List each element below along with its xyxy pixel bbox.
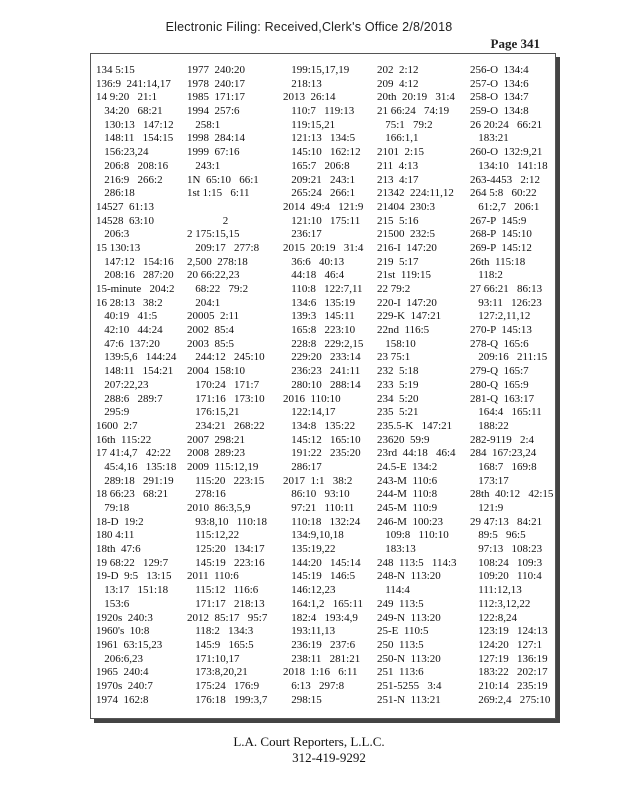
index-entry: 144:20 145:14 xyxy=(283,556,361,569)
index-entry: 109:20 110:4 xyxy=(470,570,542,583)
index-entry: 175:24 176:9 xyxy=(187,679,260,692)
index-entry: 216-I 147:20 xyxy=(377,241,437,254)
index-entry: 158:10 xyxy=(377,337,416,350)
index-entry: 183:21 xyxy=(470,132,509,145)
index-entry: 289:18 291:19 xyxy=(96,474,174,487)
index-entry: 2014 49:4 121:9 xyxy=(283,200,364,213)
index-entry: 258:1 xyxy=(187,118,221,131)
index-entry: 257-O 134:6 xyxy=(470,77,529,90)
index-entry: 1977 240:20 xyxy=(187,64,246,76)
index-entry: 27 66:21 86:13 xyxy=(470,283,543,295)
index-entry: 171:10,17 xyxy=(187,652,240,665)
index-entry: 176:18 199:3,7 xyxy=(187,693,268,706)
index-entry: 2,500 278:18 xyxy=(187,255,248,268)
index-entry: 235 5:21 xyxy=(377,406,419,419)
index-entry: 267-P 145:9 xyxy=(470,214,527,227)
index-entry: 206:6,23 xyxy=(96,652,144,665)
index-entry: 246-M 100:23 xyxy=(377,515,443,528)
index-entry: 19 68:22 129:7 xyxy=(96,556,169,569)
index-entry: 26 20:24 66:21 xyxy=(470,118,543,131)
index-entry: 125:20 134:17 xyxy=(187,543,265,556)
index-entry: 118:2 134:3 xyxy=(187,625,254,638)
index-entry: 264 5:8 60:22 xyxy=(470,187,537,200)
index-entry: 18-D 19:2 xyxy=(96,515,144,528)
index-entry: 202 2:12 xyxy=(377,64,419,76)
index-entry: 191:22 235:20 xyxy=(283,447,361,460)
index-entry: 215 5:16 xyxy=(377,214,419,227)
index-entry: 270-P 145:13 xyxy=(470,324,532,337)
index-entry: 127:19 136:19 xyxy=(470,652,548,665)
index-entry: 234 5:20 xyxy=(377,392,419,405)
index-entry: 281-Q 163:17 xyxy=(470,392,535,405)
index-entry: 248-N 113:20 xyxy=(377,570,441,583)
index-entry: 206:8 208:16 xyxy=(96,159,169,172)
index-entry: 109:8 110:10 xyxy=(377,529,449,542)
index-entry: 236:23 241:11 xyxy=(283,365,361,378)
index-entry: 207:22,23 xyxy=(96,378,149,391)
index-entry: 134 5:15 xyxy=(96,64,135,76)
index-entry: 288:6 289:7 xyxy=(96,392,163,405)
index-entry: 286:17 xyxy=(283,460,322,473)
index-entry: 171:16 173:10 xyxy=(187,392,265,405)
index-entry: 298:15 xyxy=(283,693,322,706)
index-entry: 17 41:4,7 42:22 xyxy=(96,447,171,460)
index-entry: 19-D 9:5 13:15 xyxy=(96,570,172,583)
index-entry: 183:13 xyxy=(377,543,416,556)
index-entry: 168:7 169:8 xyxy=(470,460,537,473)
index-entry: 119:15,21 xyxy=(283,118,336,131)
index-entry: 1999 67:16 xyxy=(187,146,240,159)
index-entry: 22 79:2 xyxy=(377,283,411,295)
index-entry: 14527 61:13 xyxy=(96,200,155,213)
index-column-2 xyxy=(187,64,267,707)
index-entry: 244:12 245:10 xyxy=(187,351,265,364)
index-entry: 15 130:13 xyxy=(96,241,141,254)
index-entry xyxy=(187,201,267,215)
index-entry: 20005 2:11 xyxy=(187,310,240,323)
index-entry: 280-Q 165:9 xyxy=(470,378,529,391)
index-entry: 176:15,21 xyxy=(187,406,240,419)
index-entry: 134:10 141:18 xyxy=(470,159,548,172)
index-entry: 110:18 132:24 xyxy=(283,515,361,528)
index-entry: 89:5 96:5 xyxy=(470,529,526,542)
index-entry: 20th 20:19 31:4 xyxy=(377,91,455,104)
index-entry: 183:22 202:17 xyxy=(470,666,548,679)
index-entry: 243:1 xyxy=(187,159,221,172)
index-entry: 111:12,13 xyxy=(470,584,522,597)
index-entry: 170:24 171:7 xyxy=(187,378,260,391)
index-entry: 268-P 145:10 xyxy=(470,228,532,241)
index-entry: 208:16 287:20 xyxy=(96,269,174,282)
index-entry: 127:2,11,12 xyxy=(470,310,531,323)
index-entry: 23620 59:9 xyxy=(377,433,430,446)
index-entry: 153:6 xyxy=(96,597,130,610)
index-entry: 1978 240:17 xyxy=(187,77,246,90)
page-footer xyxy=(0,734,618,766)
index-entry: 213 4:17 xyxy=(377,173,419,186)
index-entry: 16 28:13 38:2 xyxy=(96,296,163,309)
index-entry: 25-E 110:5 xyxy=(377,625,429,638)
index-entry: 1994 257:6 xyxy=(187,105,240,118)
index-entry: 182:4 193:4,9 xyxy=(283,611,358,624)
index-entry: 206:3 xyxy=(96,228,130,241)
index-entry: 93:8,10 110:18 xyxy=(187,515,267,528)
index-entry: 118:2 xyxy=(470,269,503,282)
index-entry: 26th 115:18 xyxy=(470,255,526,268)
index-entry: 36:6 40:13 xyxy=(283,255,345,268)
index-entry: 97:13 108:23 xyxy=(470,543,543,556)
index-entry: 93:11 126:23 xyxy=(470,296,542,309)
index-entry: 2011 110:6 xyxy=(187,570,239,583)
index-entry: 1998 284:14 xyxy=(187,132,246,145)
index-entry: 171:17 218:13 xyxy=(187,597,265,610)
index-entry: 148:11 154:21 xyxy=(96,365,174,378)
index-entry: 258-O 134:7 xyxy=(470,91,529,104)
index-entry: 145:19 223:16 xyxy=(187,556,265,569)
index-entry: 209:17 277:8 xyxy=(187,241,260,254)
index-entry: 156:23,24 xyxy=(96,146,149,159)
index-entry: 2016 110:10 xyxy=(283,392,341,405)
index-entry: 2 xyxy=(187,214,229,227)
index-entry: 232 5:18 xyxy=(377,365,419,378)
index-entry: 28th 40:12 42:15 xyxy=(470,488,554,501)
index-entry: 75:1 79:2 xyxy=(377,118,433,131)
index-entry: 122:14,17 xyxy=(283,406,336,419)
index-column-1 xyxy=(96,64,176,707)
index-entry: 139:3 145:11 xyxy=(283,310,355,323)
index-entry: 280:10 288:14 xyxy=(283,378,361,391)
index-entry: 134:9,10,18 xyxy=(283,529,344,542)
index-entry: 2007 298:21 xyxy=(187,433,246,446)
index-entry: 165:8 223:10 xyxy=(283,324,356,337)
index-entry: 193:11,13 xyxy=(283,625,336,638)
index-entry: 1970s 240:7 xyxy=(96,679,153,692)
index-entry: 121:13 134:5 xyxy=(283,132,356,145)
index-entry: 235.5-K 147:21 xyxy=(377,419,453,432)
index-entry: 165:7 206:8 xyxy=(283,159,350,172)
index-entry: 243-M 110:6 xyxy=(377,474,438,487)
index-entry: 61:2,7 206:1 xyxy=(470,200,540,213)
index-entry: 263-4453 2:12 xyxy=(470,173,540,186)
index-entry: 2017 1:1 38:2 xyxy=(283,474,353,487)
index-entry: 68:22 79:2 xyxy=(187,283,249,295)
index-entry: 229-K 147:21 xyxy=(377,310,442,323)
index-entry: 278-Q 165:6 xyxy=(470,337,529,350)
index-entry: 2 175:15,15 xyxy=(187,228,240,241)
index-entry: 218:13 xyxy=(283,77,322,90)
index-entry: 86:10 93:10 xyxy=(283,488,350,501)
index-entry: 16th 115:22 xyxy=(96,433,152,446)
index-entry: 115:12,22 xyxy=(187,529,240,542)
index-entry: 173:8,20,21 xyxy=(187,666,248,679)
index-entry: 1965 240:4 xyxy=(96,666,149,679)
filing-stamp-header: Electronic Filing: Received,Clerk's Office 2/8/2018 xyxy=(165,20,453,34)
index-entry: 108:24 109:3 xyxy=(470,556,543,569)
index-entry: 204:1 xyxy=(187,296,221,309)
index-entry: 34:20 68:21 xyxy=(96,105,163,118)
index-entry: 2002 85:4 xyxy=(187,324,235,337)
index-entry: 210:14 235:19 xyxy=(470,679,548,692)
index-entry: 279-Q 165:7 xyxy=(470,365,529,378)
index-entry: 20 66:22,23 xyxy=(187,269,240,282)
index-entry: 236:19 237:6 xyxy=(283,638,356,651)
index-entry: 249-N 113:20 xyxy=(377,611,441,624)
index-entry: 134:8 135:22 xyxy=(283,419,356,432)
index-entry: 2015 20:19 31:4 xyxy=(283,241,364,254)
index-entry: 209:16 211:15 xyxy=(470,351,548,364)
index-entry: 2003 85:5 xyxy=(187,337,235,350)
index-entry: 199:15,17,19 xyxy=(283,64,350,76)
index-entry: 112:3,12,22 xyxy=(470,597,531,610)
index-entry: 244-M 110:8 xyxy=(377,488,438,501)
index-entry: 2009 115:12,19 xyxy=(187,460,259,473)
index-entry: 238:11 281:21 xyxy=(283,652,361,665)
index-entry: 1974 162:8 xyxy=(96,693,149,706)
index-entry: 251-N 113:21 xyxy=(377,693,441,706)
index-entry: 121:9 xyxy=(470,502,504,514)
index-entry: 18th 47:6 xyxy=(96,543,141,556)
reporter-phone: 312-419-9292 xyxy=(292,750,366,765)
index-entry: 2012 85:17 95:7 xyxy=(187,611,268,624)
index-entry: 236:17 xyxy=(283,228,322,241)
index-entry: 110:8 122:7,11 xyxy=(283,283,363,295)
index-entry: 130:13 147:12 xyxy=(96,118,174,131)
index-entry: 228:8 229:2,15 xyxy=(283,337,364,350)
index-entry: 47:6 137:20 xyxy=(96,337,160,350)
index-entry: 259-O 134:8 xyxy=(470,105,529,118)
index-entry: 136:9 241:14,17 xyxy=(96,77,171,90)
index-entry: 21st 119:15 xyxy=(377,269,431,282)
index-entry: 18 66:23 68:21 xyxy=(96,488,169,501)
index-entry: 2013 26:14 xyxy=(283,91,336,104)
index-entry: 97:21 110:11 xyxy=(283,502,355,514)
index-entry: 122:8,24 xyxy=(470,611,518,624)
index-entry: 278:16 xyxy=(187,488,226,501)
index-entry: 21342 224:11,12 xyxy=(377,187,454,200)
index-entry: 265:24 266:1 xyxy=(283,187,356,200)
index-entry: 249 113:5 xyxy=(377,597,424,610)
index-column-5 xyxy=(470,64,553,707)
index-entry: 13:17 151:18 xyxy=(96,584,169,597)
index-entry: 173:17 xyxy=(470,474,509,487)
index-entry: 1N 65:10 66:1 xyxy=(187,173,259,186)
index-entry: 286:18 xyxy=(96,187,135,200)
index-entry: 256-O 134:4 xyxy=(470,64,529,76)
index-entry: 1920s 240:3 xyxy=(96,611,153,624)
page-number: Page 341 xyxy=(490,36,540,51)
index-entry: 220-I 147:20 xyxy=(377,296,437,309)
index-entry: 145:9 165:5 xyxy=(187,638,254,651)
index-entry: 14528 63:10 xyxy=(96,214,155,227)
index-entry: 2101 2:15 xyxy=(377,146,425,159)
index-entry: 21500 232:5 xyxy=(377,228,436,241)
index-entry: 1961 63:15,23 xyxy=(96,638,163,651)
index-entry: 14 9:20 21:1 xyxy=(96,91,158,104)
index-entry: 21 66:24 74:19 xyxy=(377,105,450,118)
index-entry: 40:19 41:5 xyxy=(96,310,158,323)
index-entry: 21404 230:3 xyxy=(377,200,436,213)
index-entry: 124:20 127:1 xyxy=(470,638,543,651)
index-entry: 209:21 243:1 xyxy=(283,173,356,186)
index-entry: 2018 1:16 6:11 xyxy=(283,666,358,679)
index-entry: 1960's 10:8 xyxy=(96,625,150,638)
index-entry: 148:11 154:15 xyxy=(96,132,174,145)
index-entry: 15-minute 204:2 xyxy=(96,283,175,295)
index-entry: 123:19 124:13 xyxy=(470,625,548,638)
index-entry: 22nd 116:5 xyxy=(377,324,430,337)
index-entry: 245-M 110:9 xyxy=(377,502,438,514)
index-entry: 2010 86:3,5,9 xyxy=(187,502,251,514)
index-entry: 1985 171:17 xyxy=(187,91,246,104)
index-entry: 45:4,16 135:18 xyxy=(96,460,177,473)
index-entry: 139:5,6 144:24 xyxy=(96,351,177,364)
index-entry: 282-9119 2:4 xyxy=(470,433,535,446)
index-entry: 24.5-E 134:2 xyxy=(377,460,438,473)
index-entry: 211 4:13 xyxy=(377,159,419,172)
word-index-frame xyxy=(90,53,556,719)
index-entry: 145:19 146:5 xyxy=(283,570,356,583)
index-entry: 260-O 132:9,21 xyxy=(470,146,543,159)
index-column-4 xyxy=(377,64,457,707)
index-entry: 229:20 233:14 xyxy=(283,351,361,364)
index-entry: 209 4:12 xyxy=(377,77,419,90)
index-entry: 147:12 154:16 xyxy=(96,255,174,268)
index-entry: 115:12 116:6 xyxy=(187,584,259,597)
index-entry: 164:4 165:11 xyxy=(470,406,542,419)
index-entry: 23 75:1 xyxy=(377,351,411,364)
index-entry: 250 113:5 xyxy=(377,638,424,651)
index-entry: 188:22 xyxy=(470,419,509,432)
index-entry: 145:10 162:12 xyxy=(283,146,361,159)
index-entry: 250-N 113:20 xyxy=(377,652,441,665)
index-entry: 135:19,22 xyxy=(283,543,336,556)
index-entry: 251 113:6 xyxy=(377,666,424,679)
index-entry: 248 113:5 114:3 xyxy=(377,556,457,569)
index-entry: 115:20 223:15 xyxy=(187,474,265,487)
index-entry: 134:6 135:19 xyxy=(283,296,356,309)
index-entry: 216:9 266:2 xyxy=(96,173,163,186)
index-entry: 284 167:23,24 xyxy=(470,447,537,460)
index-entry: 180 4:11 xyxy=(96,529,135,542)
index-entry: 44:18 46:4 xyxy=(283,269,345,282)
index-entry: 29 47:13 84:21 xyxy=(470,515,543,528)
index-entry: 114:4 xyxy=(377,584,410,597)
index-entry: 166:1,1 xyxy=(377,132,419,145)
index-entry: 110:7 119:13 xyxy=(283,105,355,118)
index-entry: 234:21 268:22 xyxy=(187,419,265,432)
index-column-3 xyxy=(283,64,363,707)
index-entry: 145:12 165:10 xyxy=(283,433,361,446)
index-entry: 2008 289:23 xyxy=(187,447,246,460)
index-entry: 146:12,23 xyxy=(283,584,336,597)
index-entry: 6:13 297:8 xyxy=(283,679,345,692)
index-entry: 121:10 175:11 xyxy=(283,214,361,227)
index-entry: 219 5:17 xyxy=(377,255,419,268)
index-entry: 23rd 44:18 46:4 xyxy=(377,447,456,460)
index-entry: 1600 2:7 xyxy=(96,419,138,432)
index-entry: 251-5255 3:4 xyxy=(377,679,442,692)
index-entry: 295:9 xyxy=(96,406,130,419)
index-entry: 164:1,2 165:11 xyxy=(283,597,363,610)
index-entry: 269:2,4 275:10 xyxy=(470,693,551,706)
index-entry: 269-P 145:12 xyxy=(470,241,532,254)
index-entry: 2004 158:10 xyxy=(187,365,246,378)
reporter-company: L.A. Court Reporters, L.L.C. xyxy=(233,734,385,749)
index-entry: 1st 1:15 6:11 xyxy=(187,187,250,200)
index-entry: 42:10 44:24 xyxy=(96,324,163,337)
index-entry: 79:18 xyxy=(96,502,130,514)
index-entry: 233 5:19 xyxy=(377,378,419,391)
